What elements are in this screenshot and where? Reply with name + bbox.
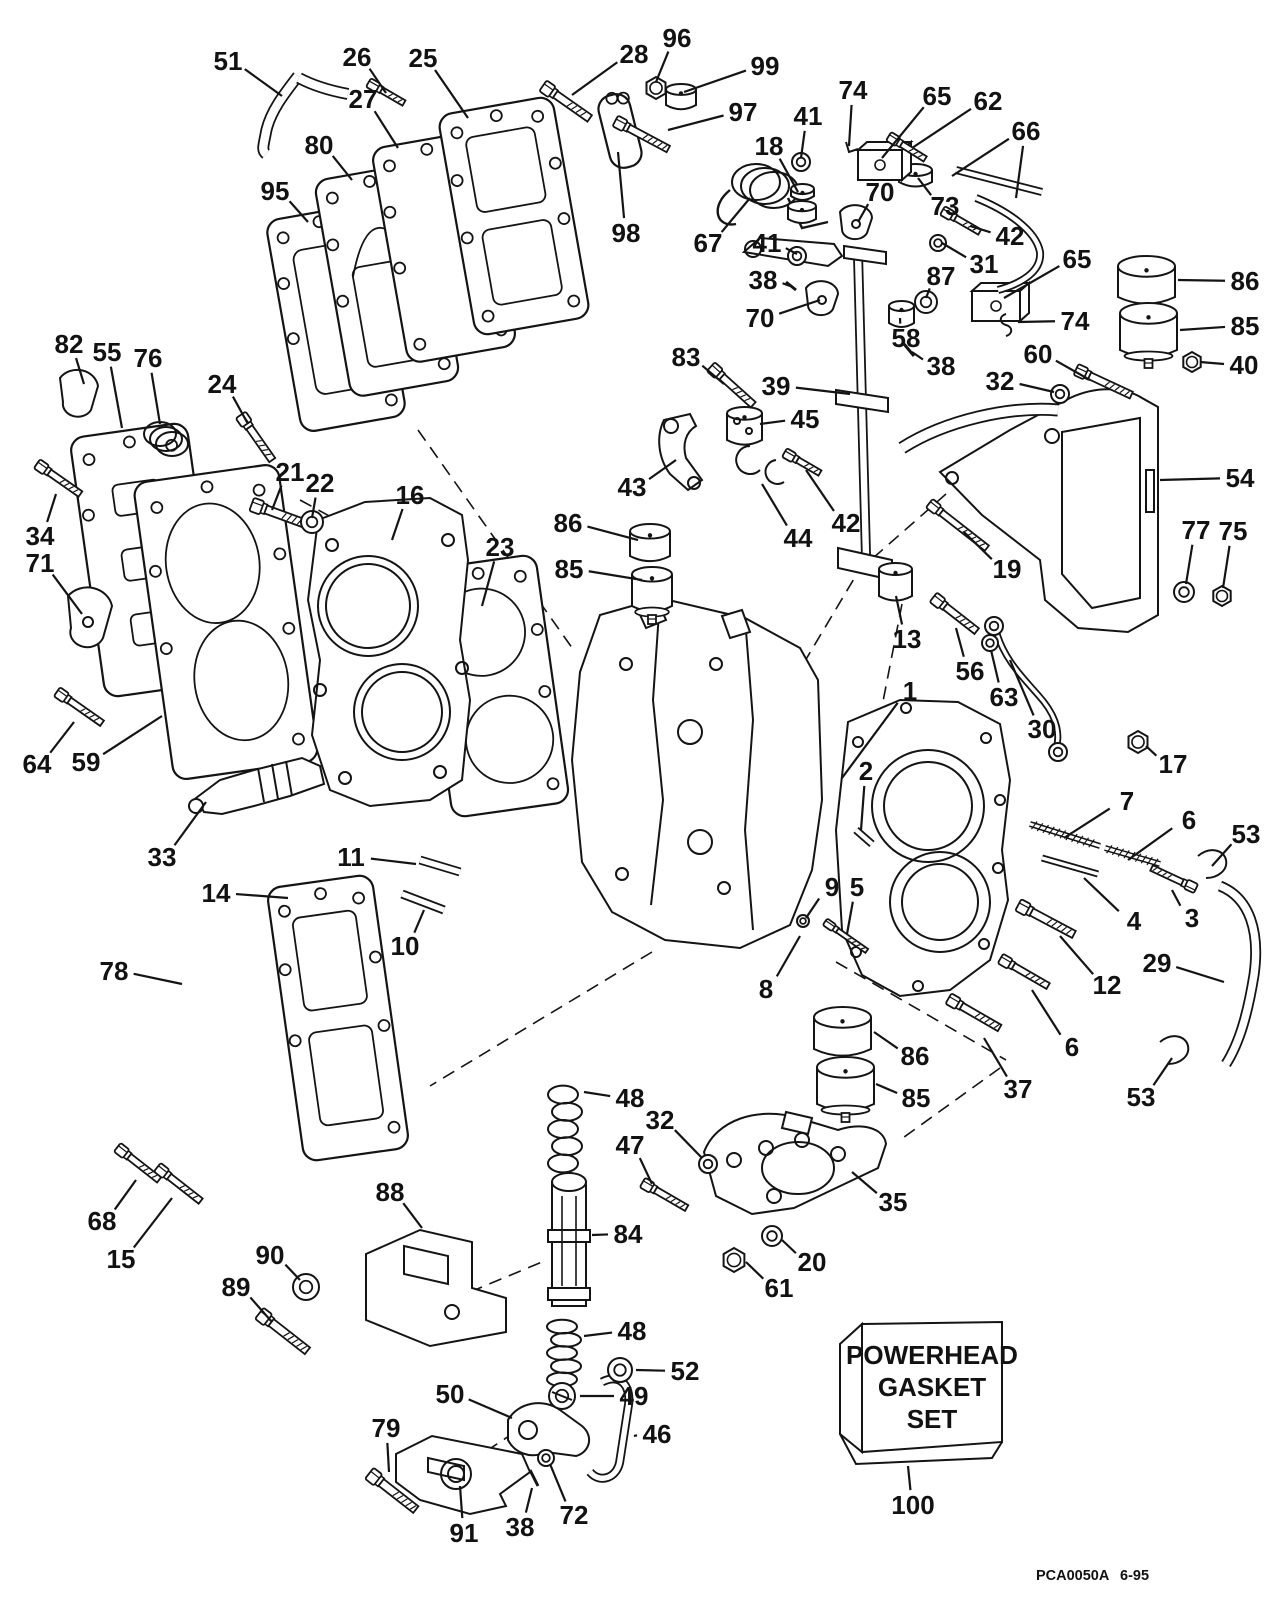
footer-issue-date: 6-95 bbox=[1120, 1568, 1150, 1584]
bolt-part bbox=[782, 448, 823, 477]
leader-line-29 bbox=[1176, 967, 1224, 982]
leader-line-15 bbox=[134, 1198, 172, 1247]
leader-line-17 bbox=[1146, 746, 1156, 756]
bolt-part bbox=[930, 592, 981, 635]
part-drawings bbox=[34, 76, 1256, 1515]
detail-line bbox=[530, 1470, 538, 1486]
part-label-1: 1 bbox=[902, 676, 918, 706]
leader-line-75 bbox=[1223, 546, 1230, 588]
leader-line-7 bbox=[1064, 809, 1110, 838]
part-label-40: 40 bbox=[1229, 350, 1259, 380]
part-outline bbox=[366, 1230, 506, 1346]
leader-line-72 bbox=[550, 1464, 565, 1501]
leader-line-76 bbox=[152, 373, 160, 424]
part-label-37: 37 bbox=[1003, 1074, 1033, 1104]
part-label-85: 85 bbox=[554, 554, 584, 584]
part-label-62: 62 bbox=[973, 86, 1003, 116]
bolt-part bbox=[255, 1308, 312, 1357]
part-label-63: 63 bbox=[989, 682, 1019, 712]
assembly-axis-line bbox=[802, 562, 864, 666]
bolt-part bbox=[114, 1143, 163, 1184]
leader-line-53 bbox=[1153, 1058, 1172, 1085]
part-label-11: 11 bbox=[337, 842, 365, 872]
part-label-71: 71 bbox=[25, 548, 55, 578]
leader-line-59 bbox=[103, 716, 162, 754]
part-outline bbox=[1160, 1036, 1188, 1064]
part-label-68: 68 bbox=[87, 1206, 117, 1236]
leader-line-12 bbox=[1060, 936, 1093, 974]
part-outline bbox=[840, 205, 872, 239]
part-label-34: 34 bbox=[25, 521, 55, 551]
mount-cylinder-part bbox=[1120, 303, 1177, 368]
leader-line-61 bbox=[746, 1262, 763, 1279]
bolt-part bbox=[154, 1163, 204, 1206]
leader-line-74 bbox=[1018, 321, 1055, 322]
nut-part bbox=[1129, 731, 1148, 753]
leader-line-11 bbox=[371, 859, 416, 864]
part-label-10: 10 bbox=[390, 931, 420, 961]
part-label-4: 4 bbox=[1126, 906, 1142, 936]
leader-line-8 bbox=[777, 936, 800, 976]
part-label-5: 5 bbox=[849, 872, 865, 902]
part-label-85: 85 bbox=[901, 1083, 931, 1113]
stud-part bbox=[1030, 822, 1100, 848]
part-label-29: 29 bbox=[1142, 948, 1172, 978]
leader-line-53 bbox=[1212, 844, 1231, 866]
washer-part bbox=[608, 1358, 632, 1382]
part-label-88: 88 bbox=[375, 1177, 405, 1207]
part-label-75: 75 bbox=[1218, 516, 1248, 546]
leader-line-27 bbox=[375, 111, 398, 148]
part-label-43: 43 bbox=[617, 472, 647, 502]
part-label-66: 66 bbox=[1011, 116, 1041, 146]
leader-line-64 bbox=[50, 722, 74, 753]
coil-spring-part bbox=[547, 1320, 581, 1387]
part-label-44: 44 bbox=[783, 523, 813, 553]
part-label-45: 45 bbox=[790, 404, 820, 434]
part-label-38: 38 bbox=[505, 1512, 535, 1542]
leader-line-74 bbox=[849, 105, 852, 146]
part-label-30: 30 bbox=[1027, 714, 1057, 744]
mount-cylinder-part bbox=[1118, 256, 1175, 304]
part-label-2: 2 bbox=[858, 756, 874, 786]
nut-part bbox=[1183, 352, 1200, 372]
part-label-6: 6 bbox=[1064, 1032, 1080, 1062]
leader-line-79 bbox=[387, 1443, 389, 1472]
part-label-33: 33 bbox=[147, 842, 177, 872]
part-label-95: 95 bbox=[260, 176, 290, 206]
leader-line-6 bbox=[1128, 828, 1172, 860]
part-label-41: 41 bbox=[752, 228, 782, 258]
part-outline bbox=[1146, 470, 1154, 512]
tube-part-inner bbox=[1042, 858, 1098, 874]
detail-circle bbox=[189, 799, 203, 813]
gasket-box-line2: GASKET bbox=[877, 1372, 987, 1402]
leader-line-66 bbox=[952, 139, 1009, 176]
part-label-48: 48 bbox=[615, 1083, 645, 1113]
part-label-89: 89 bbox=[221, 1272, 251, 1302]
nut-part bbox=[724, 1248, 745, 1272]
part-outline bbox=[766, 460, 784, 484]
part-label-73: 73 bbox=[930, 191, 960, 221]
part-label-98: 98 bbox=[611, 218, 641, 248]
leader-line-86 bbox=[1178, 280, 1225, 281]
mount-cylinder-part bbox=[727, 407, 762, 445]
leader-line-96 bbox=[656, 52, 668, 82]
part-outline bbox=[846, 142, 858, 152]
leader-line-67 bbox=[722, 198, 750, 232]
nut-part bbox=[1213, 586, 1230, 606]
tube-part-inner bbox=[402, 894, 444, 910]
washer-part bbox=[915, 291, 937, 313]
part-label-15: 15 bbox=[106, 1244, 136, 1274]
part-outline bbox=[940, 389, 1158, 632]
part-label-38: 38 bbox=[748, 265, 778, 295]
part-label-87: 87 bbox=[926, 261, 956, 291]
part-label-27: 27 bbox=[348, 84, 378, 114]
part-label-65: 65 bbox=[1062, 244, 1092, 274]
part-label-80: 80 bbox=[304, 130, 334, 160]
part-label-91: 91 bbox=[449, 1518, 479, 1548]
leader-line-97 bbox=[668, 116, 724, 130]
leader-line-52 bbox=[636, 1370, 665, 1371]
gasket-plate-part bbox=[133, 463, 319, 780]
leader-line-85 bbox=[876, 1084, 897, 1093]
part-label-86: 86 bbox=[553, 508, 583, 538]
part-label-21: 21 bbox=[275, 457, 305, 487]
leader-line-42 bbox=[806, 470, 834, 511]
part-label-35: 35 bbox=[878, 1187, 908, 1217]
part-label-23: 23 bbox=[485, 532, 515, 562]
leader-line-48 bbox=[584, 1092, 610, 1096]
part-label-12: 12 bbox=[1092, 970, 1122, 1000]
part-label-65: 65 bbox=[922, 81, 952, 111]
mount-cylinder-part bbox=[817, 1057, 874, 1122]
gasket-plate-part bbox=[266, 874, 409, 1162]
mount-cylinder-part bbox=[814, 1007, 871, 1056]
part-label-90: 90 bbox=[255, 1240, 285, 1270]
part-label-7: 7 bbox=[1119, 786, 1135, 816]
leader-line-55 bbox=[111, 367, 122, 428]
leader-line-38 bbox=[526, 1488, 532, 1513]
mount-cylinder-part bbox=[632, 567, 672, 624]
mount-cylinder-part bbox=[630, 524, 670, 561]
part-label-32: 32 bbox=[645, 1105, 675, 1135]
part-outline bbox=[572, 598, 822, 948]
leader-line-28 bbox=[572, 62, 617, 95]
mount-cylinder-part bbox=[666, 84, 696, 109]
part-label-74: 74 bbox=[838, 75, 868, 105]
leader-line-100 bbox=[908, 1466, 910, 1490]
part-label-13: 13 bbox=[892, 624, 922, 654]
part-label-72: 72 bbox=[559, 1500, 589, 1530]
part-label-41: 41 bbox=[793, 101, 823, 131]
tube-part-inner bbox=[956, 170, 1042, 192]
part-label-20: 20 bbox=[797, 1247, 827, 1277]
part-label-6: 6 bbox=[1181, 805, 1197, 835]
part-label-56: 56 bbox=[955, 656, 985, 686]
part-label-31: 31 bbox=[969, 249, 999, 279]
tube-part-inner bbox=[1220, 886, 1256, 1064]
part-label-60: 60 bbox=[1023, 339, 1053, 369]
leader-line-48 bbox=[584, 1333, 612, 1336]
leader-line-10 bbox=[414, 910, 424, 933]
bolt-part bbox=[1015, 899, 1077, 940]
leader-line-46 bbox=[634, 1435, 637, 1436]
leader-line-34 bbox=[47, 494, 56, 522]
leader-line-31 bbox=[942, 243, 966, 257]
part-outline bbox=[806, 281, 838, 315]
leader-line-86 bbox=[874, 1032, 898, 1048]
part-label-79: 79 bbox=[371, 1413, 401, 1443]
part-label-96: 96 bbox=[662, 23, 692, 53]
part-label-25: 25 bbox=[408, 43, 438, 73]
leader-line-84 bbox=[592, 1234, 608, 1235]
part-label-74: 74 bbox=[1060, 306, 1090, 336]
detail-ellipse bbox=[552, 1173, 586, 1191]
assembly-axis-line bbox=[430, 952, 652, 1086]
leader-line-78 bbox=[134, 974, 182, 984]
leader-line-32 bbox=[675, 1130, 702, 1158]
leader-line-20 bbox=[782, 1240, 796, 1253]
leader-line-32 bbox=[1020, 384, 1054, 392]
part-label-67: 67 bbox=[693, 228, 723, 258]
leader-line-44 bbox=[762, 484, 787, 526]
leader-line-6 bbox=[1032, 990, 1061, 1035]
leader-line-9 bbox=[806, 898, 819, 918]
bolt-part bbox=[236, 412, 277, 464]
bolt-part bbox=[998, 954, 1051, 991]
part-label-84: 84 bbox=[613, 1219, 643, 1249]
washer-part bbox=[1051, 385, 1069, 403]
part-label-42: 42 bbox=[995, 221, 1025, 251]
part-label-77: 77 bbox=[1181, 515, 1211, 545]
bolt-part bbox=[640, 1178, 690, 1213]
leader-line-25 bbox=[435, 70, 468, 118]
part-label-49: 49 bbox=[619, 1381, 649, 1411]
washer-part bbox=[538, 1450, 554, 1466]
bolt-part bbox=[707, 362, 757, 409]
part-label-18: 18 bbox=[754, 131, 784, 161]
leader-line-51 bbox=[245, 69, 282, 96]
part-label-58: 58 bbox=[891, 323, 921, 353]
part-label-8: 8 bbox=[758, 974, 774, 1004]
leader-line-85 bbox=[1180, 327, 1225, 330]
leader-line-88 bbox=[403, 1203, 422, 1228]
part-label-26: 26 bbox=[342, 42, 372, 72]
mount-cylinder-part bbox=[879, 563, 912, 601]
part-label-52: 52 bbox=[670, 1356, 700, 1386]
part-label-39: 39 bbox=[761, 371, 791, 401]
leader-line-68 bbox=[115, 1180, 136, 1209]
leader-line-50 bbox=[469, 1399, 512, 1418]
part-label-50: 50 bbox=[435, 1379, 465, 1409]
part-label-70: 70 bbox=[865, 177, 895, 207]
part-label-51: 51 bbox=[213, 46, 243, 76]
part-label-9: 9 bbox=[824, 872, 840, 902]
washer-part bbox=[985, 617, 1003, 635]
part-label-55: 55 bbox=[92, 337, 122, 367]
bolt-part bbox=[54, 687, 105, 728]
gasket-box-line3: SET bbox=[906, 1404, 958, 1434]
washer-part bbox=[1049, 743, 1067, 761]
part-label-48: 48 bbox=[617, 1316, 647, 1346]
leader-line-90 bbox=[285, 1265, 300, 1280]
leader-line-77 bbox=[1186, 545, 1192, 584]
part-label-14: 14 bbox=[201, 878, 231, 908]
leader-line-62 bbox=[912, 109, 971, 148]
part-label-32: 32 bbox=[985, 366, 1015, 396]
part-outline bbox=[548, 1288, 590, 1300]
part-label-42: 42 bbox=[831, 508, 861, 538]
tube-part-inner bbox=[299, 78, 348, 94]
leader-line-45 bbox=[760, 421, 785, 424]
part-label-86: 86 bbox=[1230, 266, 1260, 296]
leader-line-63 bbox=[991, 650, 999, 683]
part-label-78: 78 bbox=[99, 956, 129, 986]
mount-cylinder-part bbox=[788, 201, 816, 223]
part-label-64: 64 bbox=[22, 749, 52, 779]
bolt-part bbox=[1149, 863, 1198, 893]
part-outline bbox=[548, 1230, 590, 1242]
leader-line-56 bbox=[956, 628, 964, 657]
part-label-46: 46 bbox=[642, 1419, 672, 1449]
washer-part bbox=[762, 1226, 782, 1246]
coil-spring-part bbox=[548, 1086, 582, 1173]
part-label-53: 53 bbox=[1126, 1082, 1156, 1112]
leader-line-4 bbox=[1084, 878, 1119, 911]
gasket-box-line1: POWERHEAD bbox=[846, 1340, 1018, 1370]
part-outline bbox=[659, 414, 702, 490]
footer-drawing-code: PCA0050A bbox=[1036, 1568, 1110, 1584]
part-label-28: 28 bbox=[619, 39, 649, 69]
part-label-19: 19 bbox=[992, 554, 1022, 584]
part-label-61: 61 bbox=[764, 1273, 794, 1303]
part-label-54: 54 bbox=[1225, 463, 1255, 493]
leader-line-40 bbox=[1200, 362, 1224, 364]
part-label-99: 99 bbox=[750, 51, 780, 81]
part-label-53: 53 bbox=[1231, 819, 1261, 849]
part-outline bbox=[60, 370, 98, 417]
part-label-70: 70 bbox=[745, 303, 775, 333]
washer-part bbox=[982, 635, 998, 651]
part-outline bbox=[508, 1403, 589, 1456]
part-label-83: 83 bbox=[671, 342, 701, 372]
part-label-59: 59 bbox=[71, 747, 101, 777]
part-label-97: 97 bbox=[728, 97, 758, 127]
part-label-24: 24 bbox=[207, 369, 237, 399]
bolt-part bbox=[945, 993, 1002, 1033]
part-label-100: 100 bbox=[891, 1490, 935, 1520]
part-label-85: 85 bbox=[1230, 311, 1260, 341]
part-label-22: 22 bbox=[305, 468, 335, 498]
leader-line-99 bbox=[684, 71, 746, 92]
part-label-47: 47 bbox=[615, 1130, 645, 1160]
part-label-17: 17 bbox=[1158, 749, 1188, 779]
washer-part bbox=[1174, 582, 1194, 602]
part-label-3: 3 bbox=[1184, 903, 1200, 933]
part-label-86: 86 bbox=[900, 1041, 930, 1071]
leader-line-54 bbox=[1160, 478, 1220, 480]
footer-codes bbox=[1036, 1568, 1149, 1584]
leader-line-3 bbox=[1172, 890, 1180, 906]
part-label-38: 38 bbox=[926, 351, 956, 381]
part-outline bbox=[844, 246, 886, 264]
part-label-76: 76 bbox=[133, 343, 163, 373]
part-label-82: 82 bbox=[54, 329, 84, 359]
part-label-16: 16 bbox=[395, 480, 425, 510]
assembly-axis-line bbox=[470, 1262, 542, 1292]
part-outline bbox=[736, 446, 760, 474]
